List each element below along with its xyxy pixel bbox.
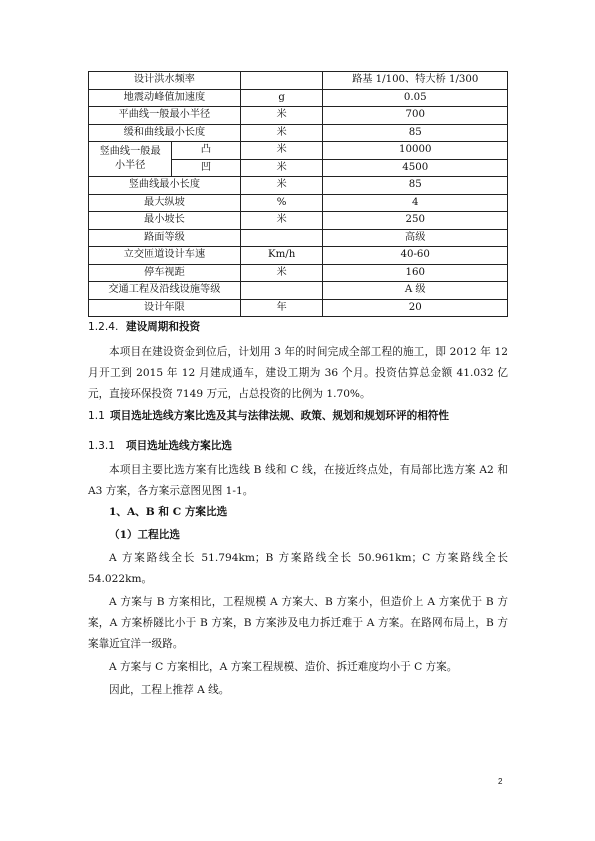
table-cell-value: 0.05 [323, 89, 508, 107]
vertical-curve-group-text: 竖曲线一般最小半径 [99, 146, 161, 171]
section-heading-1-3-1 [88, 438, 232, 453]
table-cell-name: 竖曲线最小长度 [89, 177, 241, 195]
table-cell-value: 85 [323, 124, 508, 142]
table-cell-value: 250 [323, 212, 508, 230]
table-cell-name: 最大纵坡 [89, 194, 241, 212]
paragraph-a-vs-c: A 方案与 C 方案相比，A 方案工程规模、造价、拆迁难度均小于 C 方案。 [109, 661, 458, 673]
item-title: （1）工程比选 [109, 529, 180, 541]
table-cell-unit: % [240, 194, 323, 212]
table-cell-value: 高级 [323, 229, 508, 247]
table-cell-unit [240, 229, 323, 247]
table-row [89, 124, 508, 142]
table-cell-unit [240, 72, 323, 90]
table-cell-unit [240, 282, 323, 300]
table-cell-name: 设计洪水频率 [89, 72, 241, 90]
page-number: 2 [498, 777, 503, 786]
table-cell-value: 700 [323, 107, 508, 125]
paragraph-conclusion: 因此，工程上推荐 A 线。 [109, 684, 230, 696]
table-cell-name: 地震动峰值加速度 [89, 89, 241, 107]
vertical-curve-group-label [89, 142, 172, 177]
table-cell-name: 最小坡长 [89, 212, 241, 230]
table-row [89, 72, 508, 90]
table-row [89, 177, 508, 195]
table-cell-unit: 米 [240, 142, 323, 160]
section-number: 1.1 [88, 410, 105, 422]
table-row [89, 142, 508, 160]
paragraph-route-lengths: A 方案路线全长 51.794km；B 方案路线全长 50.961km；C 方案路线全长 54.022km。 [88, 552, 508, 585]
section-title: 建设周期和投资 [126, 321, 201, 333]
table-cell-value: A 级 [323, 282, 508, 300]
table-row [89, 89, 508, 107]
section-title: 项目选址选线方案比选及其与法律法规、政策、规划和规划环评的相符性 [110, 410, 449, 422]
table-cell-unit: 米 [240, 159, 323, 177]
table-cell-name: 交通工程及沿线设施等级 [89, 282, 241, 300]
table-cell-unit: Km/h [240, 247, 323, 265]
table-cell-name: 凹 [172, 159, 241, 177]
table-cell-value: 40-60 [323, 247, 508, 265]
table-cell-value: 4 [323, 194, 508, 212]
table-cell-value: 4500 [323, 159, 508, 177]
table-cell-unit: 米 [240, 212, 323, 230]
table-cell-name: 设计年限 [89, 299, 241, 317]
table-cell-unit: 米 [240, 124, 323, 142]
table-cell-value: 160 [323, 264, 508, 282]
table-cell-value: 85 [323, 177, 508, 195]
table-row [89, 212, 508, 230]
table-cell-unit: 米 [240, 107, 323, 125]
table-row [89, 299, 508, 317]
table-cell-name: 缓和曲线最小长度 [89, 124, 241, 142]
table-cell-unit: 米 [240, 177, 323, 195]
section-heading-1-1 [88, 408, 449, 423]
table-cell-unit: g [240, 89, 323, 107]
table-row [89, 194, 508, 212]
section-heading-1-2-4 [88, 319, 200, 334]
table-row [89, 247, 508, 265]
table-cell-unit: 年 [240, 299, 323, 317]
paragraph-a-vs-b: A 方案与 B 方案相比，工程规模 A 方案大、B 方案小，但造价上 A 方案优于 B 方案，A 方案桥隧比小于 B 方案，B 方案涉及电力拆迁难于 A 方案。在路网布局上，B 方案靠近宜洋一级路。 [88, 596, 508, 650]
table-cell-value: 10000 [323, 142, 508, 160]
section-number: 1.2.4. [88, 321, 119, 333]
paragraph-route-options: 本项目主要比选方案有比选线 B 线和 C 线，在接近终点处，有局部比选方案 A2 和 A3 方案，各方案示意图见图 1-1。 [88, 464, 508, 497]
section-title: 项目选址选线方案比选 [126, 440, 232, 452]
table-cell-value: 20 [323, 299, 508, 317]
table-row [89, 229, 508, 247]
table-cell-name: 停车视距 [89, 264, 241, 282]
design-spec-table [88, 71, 508, 317]
table-row [89, 107, 508, 125]
table-cell-name: 路面等级 [89, 229, 241, 247]
paragraph-schedule-investment: 本项目在建设资金到位后，计划用 3 年的时间完成全部工程的施工，即 2012 年 12 月开工到 2015 年 12 月建成通车，建设工期为 36 个月。投资估算总金额 41.032 亿元，直接环保投资 7149 万元，占总投资的比例为 1.70%。 [88, 346, 508, 400]
section-number: 1.3.1 [88, 440, 115, 452]
table-cell-unit: 米 [240, 264, 323, 282]
table-cell-name: 平曲线一般最小半径 [89, 107, 241, 125]
table-cell-name: 凸 [172, 142, 241, 160]
subsection-title: 1、A、B 和 C 方案比选 [109, 506, 228, 518]
table-row [89, 264, 508, 282]
table-cell-value: 路基 1/100、特大桥 1/300 [323, 72, 508, 90]
table-cell-name: 立交匝道设计车速 [89, 247, 241, 265]
table-row [89, 282, 508, 300]
